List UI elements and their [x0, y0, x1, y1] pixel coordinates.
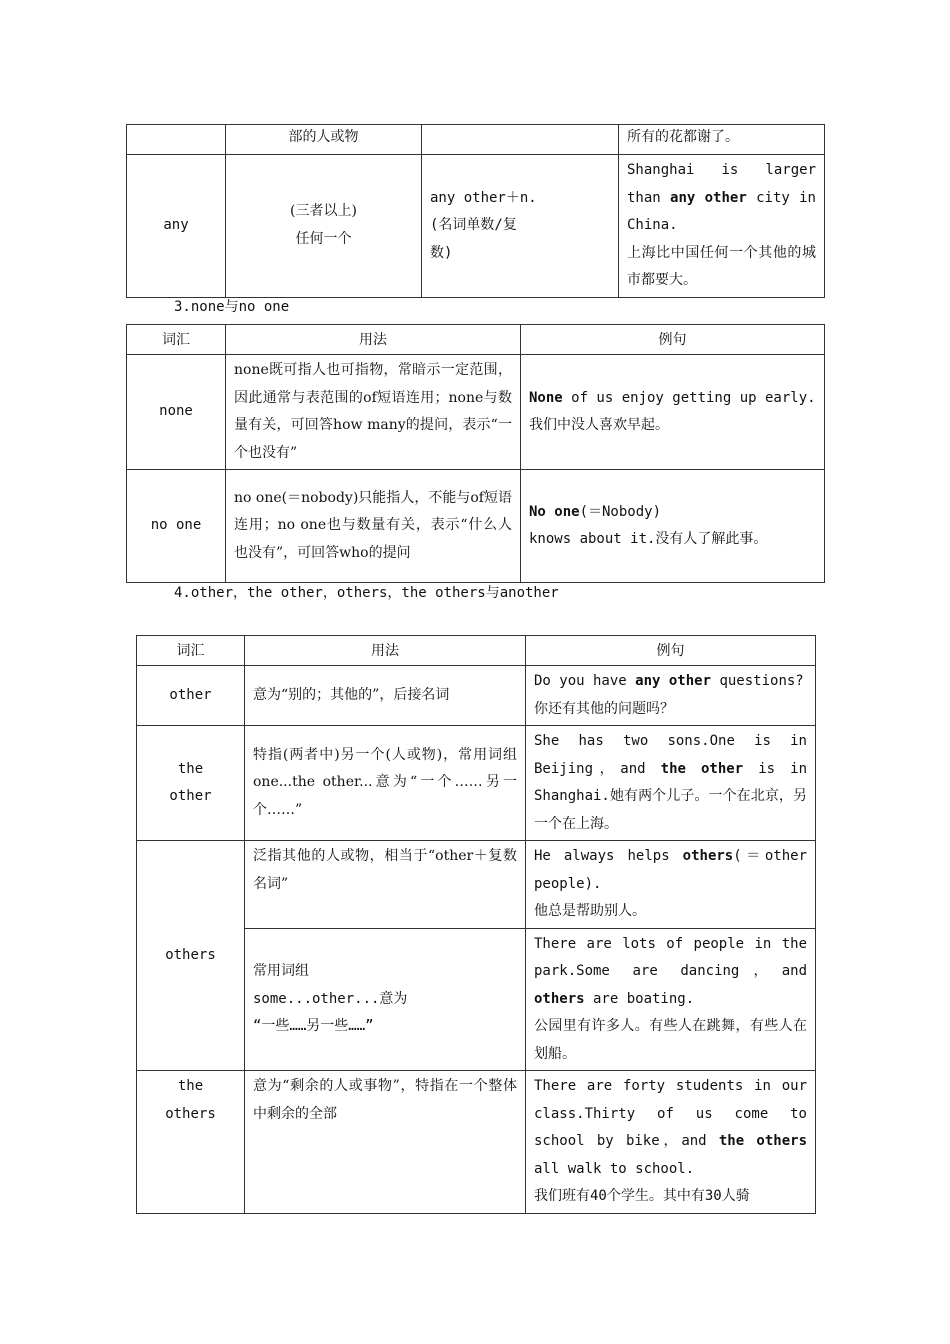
example-text: all walk to school.: [534, 1160, 695, 1177]
table-header-row: [127, 325, 825, 355]
section-heading-3: 3.none与no one: [174, 299, 290, 315]
column-header: 词汇: [127, 325, 226, 355]
structure-cell: [422, 155, 619, 298]
column-header: 例句: [526, 636, 816, 666]
example-text: (＝Nobody): [579, 503, 662, 520]
usage-cell: [226, 155, 422, 298]
example-text: knows about it.没有人了解此事。: [529, 531, 768, 547]
usage-line: “一些……另一些……”: [253, 1018, 374, 1034]
example-cell: 所有的花都谢了。: [619, 125, 825, 155]
usage-cell: none既可指人也可指物，常暗示一定范围，因此通常与表范围的of短语连用；none与数量有关，可回答how many的提问，表示“一个也没有”: [226, 355, 521, 470]
example-cell: [526, 841, 816, 929]
table-row: [137, 1071, 816, 1214]
example-translation: 我们班有40个学生。其中有30人骑: [534, 1188, 750, 1204]
example-translation: 上海比中国任何一个其他的城市都要大。: [627, 244, 816, 288]
word-line: others: [165, 1105, 216, 1122]
word-cell: [137, 726, 245, 841]
word-line: other: [169, 788, 212, 804]
example-translation: 他总是帮助别人。: [534, 903, 646, 919]
structure-line: (名词单数/复: [430, 217, 517, 233]
table-any: [126, 124, 825, 298]
usage-cell: 意为“别的；其他的”，后接名词: [245, 666, 526, 726]
example-cell: [526, 1071, 816, 1214]
table-other: [136, 635, 816, 1214]
column-header: 词汇: [137, 636, 245, 666]
column-header: 用法: [245, 636, 526, 666]
example-text: There are lots of people in the park.Some are dancing，and: [534, 935, 807, 979]
usage-cell: [245, 928, 526, 1071]
example-text: city in China.: [627, 189, 816, 233]
table-row: [127, 125, 825, 155]
usage-line: some...other...意为: [253, 990, 408, 1007]
example-text: questions?: [711, 673, 804, 689]
table-header-row: [137, 636, 816, 666]
example-highlight: None: [529, 389, 563, 406]
table-row: [137, 666, 816, 726]
example-text: are boating.: [584, 990, 695, 1007]
example-text: is in Shanghai.她有两个儿子。一个在北京，另一个在上海。: [534, 760, 807, 832]
example-translation: 我们中没人喜欢早起。: [529, 417, 669, 433]
example-cell: [521, 355, 825, 470]
example-text: He always helps: [534, 848, 683, 864]
example-text: (＝other people).: [534, 848, 808, 892]
example-cell: [521, 470, 825, 583]
example-translation: 公园里有许多人。有些人在跳舞，有些人在划船。: [534, 1018, 807, 1062]
usage-cell: 泛指其他的人或物，相当于“other＋复数名词”: [245, 841, 526, 929]
example-cell: [619, 155, 825, 298]
word-line: the: [177, 1078, 204, 1094]
example-translation: 你还有其他的问题吗？: [534, 700, 674, 717]
usage-cell: 意为“剩余的人或事物”，特指在一个整体中剩余的全部: [245, 1071, 526, 1214]
word-cell: any: [127, 155, 226, 298]
table-row: [127, 470, 825, 583]
table-row: [127, 355, 825, 470]
structure-line: 数): [430, 244, 453, 261]
example-highlight: No one: [529, 503, 580, 520]
usage-cell: no one(＝nobody)只能指人，不能与of短语连用；no one也与数量有关，表示“什么人也没有”，可回答who的提问: [226, 470, 521, 583]
section-heading-4: 4.other，the other，others，the others与another: [174, 585, 559, 601]
word-cell: other: [137, 666, 245, 726]
word-cell: no one: [127, 470, 226, 583]
example-text: There are forty students in our class.Thirty of us come to school by bike，and: [534, 1078, 807, 1149]
example-cell: [526, 928, 816, 1071]
example-text: She has two sons.One is in Beijing，and: [534, 733, 807, 777]
example-highlight: others: [682, 848, 734, 864]
word-cell: none: [127, 355, 226, 470]
example-highlight: the others: [718, 1133, 807, 1149]
example-text: Do you have: [534, 673, 636, 689]
usage-cell: 部的人或物: [226, 125, 422, 155]
example-highlight: any other: [670, 189, 747, 206]
example-text: Shanghai is larger than: [627, 162, 816, 206]
table-row: [137, 841, 816, 929]
usage-line: 任何一个: [295, 230, 352, 247]
table-none-noone: [126, 324, 825, 583]
word-cell: others: [137, 841, 245, 1071]
example-text: of us enjoy getting up early.: [562, 389, 816, 406]
table-row: [137, 726, 816, 841]
example-highlight: the other: [660, 760, 744, 777]
structure-line: any other＋n.: [430, 189, 537, 206]
column-header: 用法: [226, 325, 521, 355]
usage-line: (三者以上): [290, 203, 357, 220]
table-row: [127, 155, 825, 298]
example-cell: [526, 726, 816, 841]
usage-line: 常用词组: [253, 963, 309, 979]
example-highlight: any other: [635, 673, 712, 689]
word-cell: [137, 1071, 245, 1214]
example-highlight: others: [534, 990, 585, 1007]
example-cell: [526, 666, 816, 726]
column-header: 例句: [521, 325, 825, 355]
word-line: the: [177, 760, 204, 777]
usage-cell: 特指(两者中)另一个(人或物)，常用词组one...the other...意为“一个……另一个……”: [245, 726, 526, 841]
